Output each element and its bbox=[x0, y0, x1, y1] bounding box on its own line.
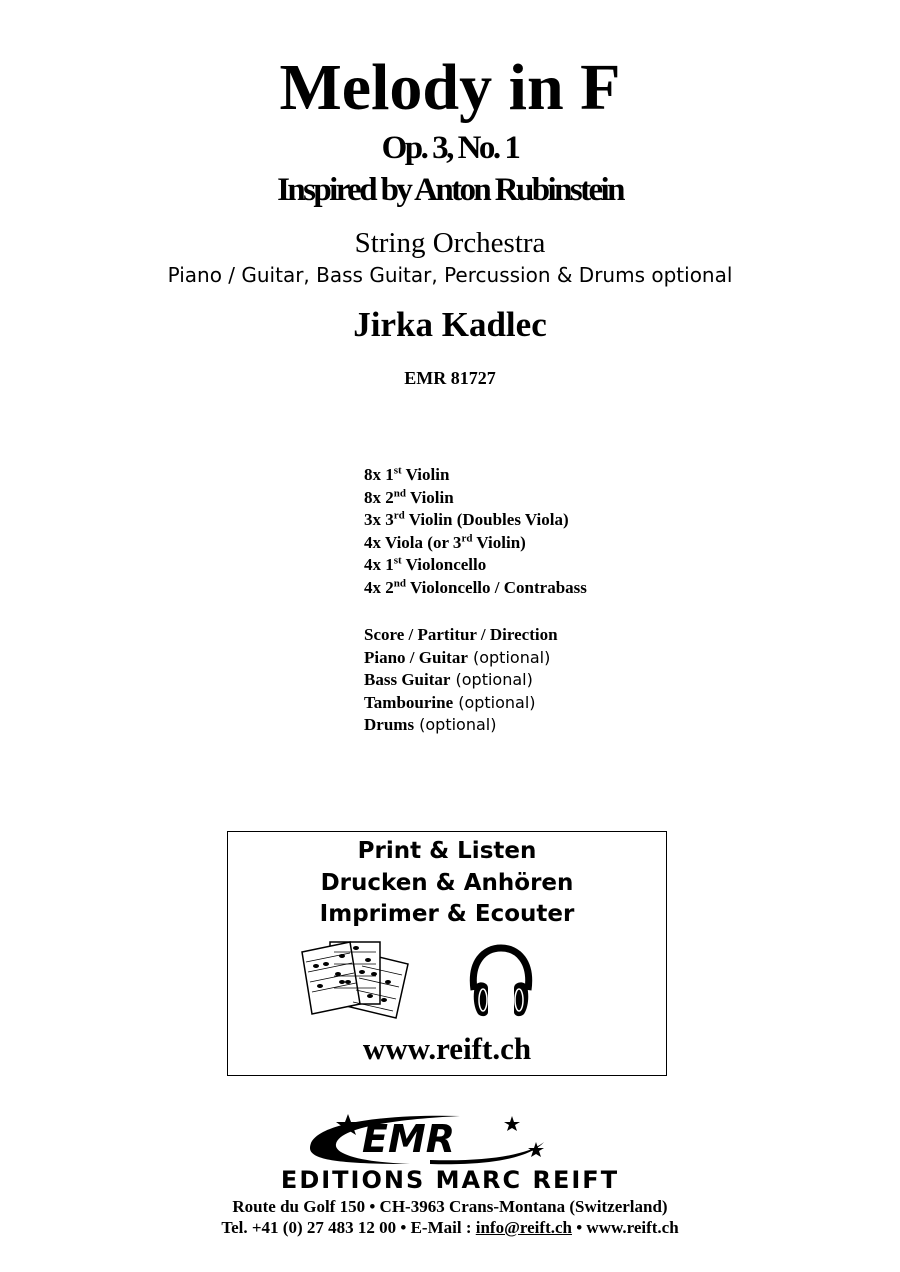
string-part: 8x 1st Violin bbox=[364, 464, 450, 484]
opus-number: Op. 3, No. 1 bbox=[381, 130, 519, 166]
other-part: Tambourine (optional) bbox=[364, 692, 536, 712]
string-part: 4x Viola (or 3rd Violin) bbox=[364, 531, 526, 552]
other-part: Score / Partitur / Direction bbox=[364, 625, 558, 644]
print-listen-box bbox=[227, 831, 667, 1076]
emr-logo bbox=[300, 1108, 560, 1168]
string-part: 4x 2nd Violoncello / Contrabass bbox=[364, 576, 587, 597]
promo-line-french: Imprimer & Ecouter bbox=[319, 901, 575, 927]
string-part: 4x 1st Violoncello bbox=[364, 554, 487, 574]
promo-line-english: Print & Listen bbox=[357, 838, 537, 864]
promo-line-german: Drucken & Anhören bbox=[320, 870, 574, 896]
other-parts-list bbox=[364, 624, 558, 737]
other-part: Drums (optional) bbox=[364, 715, 497, 734]
other-part: Bass Guitar (optional) bbox=[364, 670, 533, 689]
email-link[interactable]: info@reift.ch bbox=[475, 1218, 572, 1237]
string-parts-list bbox=[364, 464, 587, 599]
publisher-address: Route du Golf 150 • CH-3963 Crans-Montana (Switzerland) bbox=[232, 1197, 668, 1216]
other-part: Piano / Guitar (optional) bbox=[364, 647, 551, 667]
composer: Jirka Kadlec bbox=[353, 305, 547, 344]
publisher-contact: Tel. +41 (0) 27 483 12 00 • E-Mail : info@reift.ch • www.reift.ch bbox=[221, 1218, 679, 1237]
catalog-number: EMR 81727 bbox=[404, 368, 496, 388]
string-part: 8x 2nd Violin bbox=[364, 486, 454, 507]
title: Melody in F bbox=[279, 51, 621, 124]
publisher-name: EDITIONS MARC REIFT bbox=[280, 1166, 620, 1194]
inspired-by: Inspired by Anton Rubinstein bbox=[277, 172, 623, 208]
logo-lettering: EMR bbox=[362, 1117, 456, 1161]
sheet-music-icon bbox=[300, 938, 412, 1020]
ensemble: String Orchestra bbox=[354, 227, 546, 259]
string-part: 3x 3rd Violin (Doubles Viola) bbox=[364, 509, 569, 529]
headphones-icon bbox=[466, 944, 536, 1020]
website-url[interactable]: www.reift.ch bbox=[362, 1031, 532, 1066]
optional-instruments: Piano / Guitar, Bass Guitar, Percussion & Drums optional bbox=[167, 263, 733, 287]
